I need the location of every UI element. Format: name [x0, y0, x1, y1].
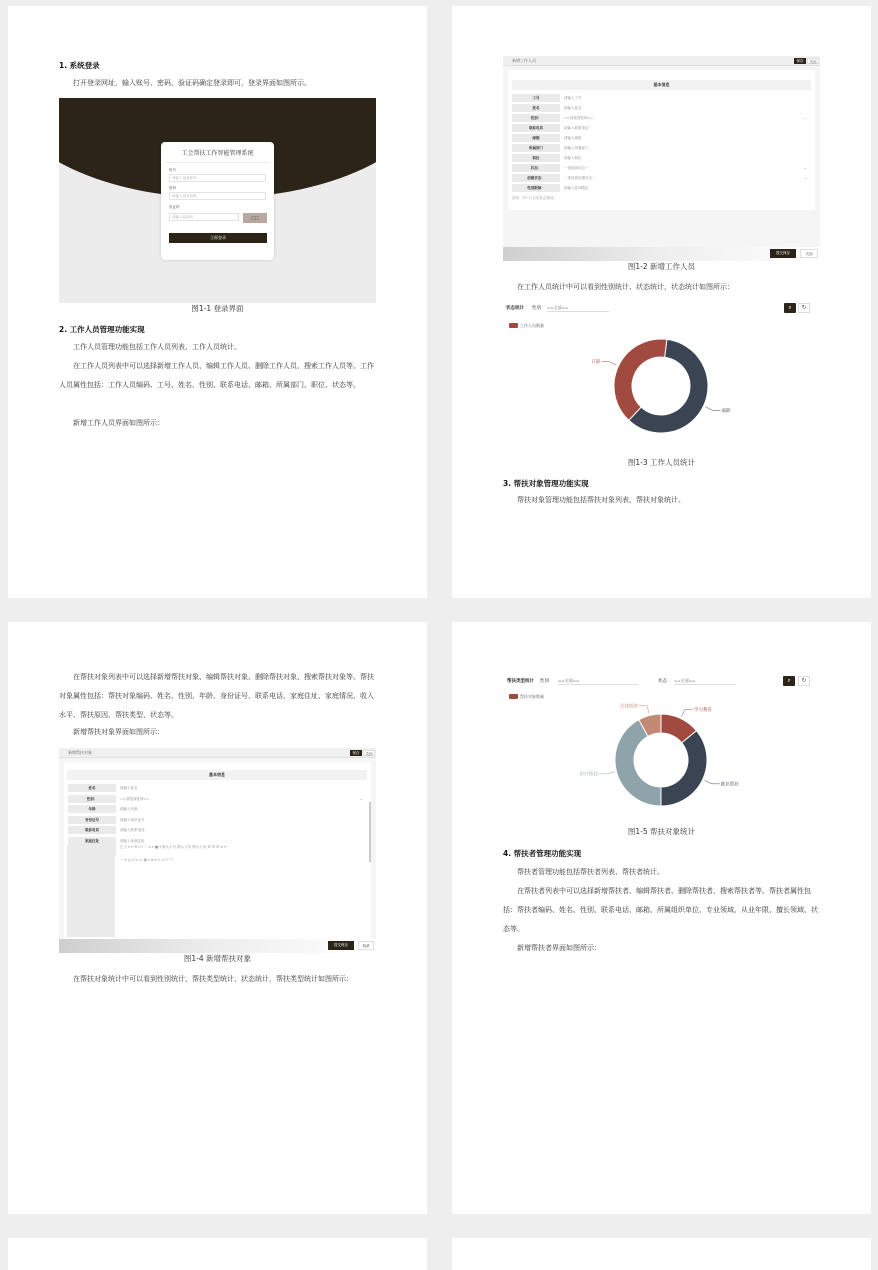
chart-tool-label: 帮扶类型统计	[507, 679, 534, 684]
figure-caption: 图1-3 工作人员统计	[627, 458, 696, 467]
password-input[interactable]: 请输入登录密码	[169, 192, 266, 200]
field-input[interactable]: 请输入姓名	[120, 786, 138, 790]
figure-caption: 图1-2 新增工作人员	[627, 262, 696, 271]
label-column	[67, 845, 115, 937]
form-row	[68, 826, 367, 835]
paragraph: 在工作人员列表中可以选择新增工作人员、编辑工作人员、删除工作人员、搜索工作人员等。工作人员属性包括：工作人员编码、工号、姓名、性别、联系电话、邮箱、所属部门、职位、状态等。	[59, 362, 374, 389]
label-leader-line	[704, 780, 719, 783]
label-leader-line	[681, 709, 692, 716]
captcha-label: 验证码	[169, 205, 180, 209]
login-title: 工会帮扶工作智能管理系统	[181, 150, 254, 157]
slice-label: 学习教育	[693, 707, 712, 713]
search-icon[interactable]: ⌕	[783, 676, 795, 686]
form-card	[508, 70, 815, 210]
field-label: 性别限制：	[512, 184, 560, 192]
figure-caption: 图1-4 新增帮扶对象	[183, 954, 252, 963]
chart-tool-label: 状态统计	[506, 306, 524, 311]
status-select[interactable]: ==全部==	[674, 678, 736, 685]
document-page-4	[452, 622, 871, 1214]
document-page-5	[8, 1238, 427, 1270]
save-button[interactable]: 保存	[794, 58, 806, 64]
filter-label: 状态：	[658, 679, 672, 684]
form-row	[512, 134, 811, 143]
field-label: 联系电话	[512, 124, 560, 132]
heading-system-login: 1. 系统登录	[59, 61, 100, 70]
paragraph: 在帮扶对象统计中可以看到性别统计、帮扶类型统计、状态统计，帮扶类型统计如图所示：	[73, 975, 353, 983]
login-box	[161, 142, 274, 260]
form-row	[512, 174, 811, 183]
form-row	[68, 816, 367, 825]
field-input[interactable]: 请输入工号	[564, 96, 582, 100]
close-button[interactable]: 关闭	[363, 750, 375, 756]
chevron-down-icon[interactable]: ⌄	[803, 175, 807, 180]
captcha-image[interactable]: □□	[243, 213, 267, 223]
field-label: 姓名	[68, 784, 116, 792]
form-row	[512, 164, 811, 173]
field-input[interactable]: 请输入年龄	[120, 807, 138, 811]
form-row	[512, 144, 811, 153]
form-footer	[503, 247, 820, 261]
form-row	[512, 94, 811, 103]
captcha-input[interactable]: 请输入验证码	[169, 213, 239, 221]
staff-status-donut-chart	[452, 306, 871, 456]
field-input[interactable]: 一请选择状态一	[564, 166, 589, 170]
paragraph: 工作人员管理功能包括工作人员列表、工作人员统计。	[73, 343, 241, 351]
field-input[interactable]: ==请选择性别==	[564, 116, 594, 120]
field-label: 工号	[512, 94, 560, 102]
form-row	[68, 805, 367, 814]
gender-select[interactable]: ==全部==	[558, 678, 638, 685]
form-row	[512, 104, 811, 113]
paragraph: 帮扶对象管理功能包括帮扶对象列表、帮扶对象统计。	[517, 496, 685, 504]
field-input[interactable]: 请输入家庭住址	[120, 838, 145, 843]
legend-label: 帮扶对象数量	[520, 694, 544, 699]
chevron-down-icon[interactable]: ⌄	[803, 165, 807, 170]
refresh-icon[interactable]: ↻	[798, 676, 810, 686]
refresh-icon[interactable]: ↻	[798, 303, 810, 313]
field-input[interactable]: 请输入职位	[564, 156, 582, 160]
label-leader-line	[599, 772, 615, 774]
document-page-3	[8, 622, 427, 1214]
add-staff-screenshot	[503, 56, 820, 261]
login-screenshot	[59, 98, 376, 303]
field-label: 邮箱	[512, 134, 560, 142]
cancel-button[interactable]: 关闭	[800, 249, 818, 258]
field-input[interactable]: 请输入联系电话	[120, 828, 145, 832]
field-label: 年龄	[68, 805, 116, 813]
form-row	[512, 124, 811, 133]
add-beneficiary-screenshot	[59, 748, 376, 953]
field-label: 姓名	[512, 104, 560, 112]
window-bar	[503, 56, 820, 66]
field-input[interactable]: 一请选择创建状态一	[564, 176, 596, 180]
field-label: 职位	[512, 154, 560, 162]
field-label: 身份证号	[68, 816, 116, 824]
paragraph: 新增帮扶对象界面如图所示：	[73, 728, 164, 736]
user-label: 账号	[169, 168, 176, 172]
filter-label: 性别：	[532, 306, 546, 311]
paragraph: 新增工作人员界面如图所示：	[73, 419, 164, 427]
slice-label: 在职	[591, 360, 601, 366]
pie-slice[interactable]	[614, 339, 667, 420]
slice-label: 医疗帮扶	[579, 772, 598, 778]
field-label: 状态：	[512, 164, 560, 172]
field-label: 创建状态：	[512, 174, 560, 182]
submit-button[interactable]: 提交保存	[770, 249, 796, 258]
chevron-down-icon[interactable]: ⌄	[803, 115, 807, 120]
paragraph: 在帮扶者列表中可以选择新增帮扶者、编辑帮扶者、删除帮扶者、搜索帮扶者等。帮扶者属性包括：帮扶者编码、姓名、性别、联系电话、邮箱、所属组织单位、专业领域、从业年限、擅长领域、状态等。	[503, 887, 818, 933]
beneficiary-type-donut-chart	[452, 692, 871, 832]
field-label: 性别：	[68, 795, 116, 803]
field-input[interactable]: 请输入姓名	[564, 106, 582, 110]
divider	[165, 162, 270, 163]
scrollbar[interactable]	[369, 802, 371, 862]
form-row	[512, 184, 811, 193]
form-row	[68, 795, 367, 804]
username-input[interactable]: 请输入登录账号	[169, 174, 266, 182]
field-label: 所属部门	[512, 144, 560, 152]
form-row	[68, 784, 367, 793]
chevron-down-icon[interactable]: ⌄	[359, 795, 363, 801]
gender-select[interactable]: ==全部==	[547, 305, 609, 312]
form-row	[512, 154, 811, 163]
heading-helper-management: 4. 帮扶者管理功能实现	[503, 849, 582, 858]
field-input[interactable]: 请输入身份证号	[120, 817, 145, 822]
editor-toolbar[interactable]: ⋯ ▾ ☺ ▾ ⊘ ▭ ▦ ▾ ⊞ ▾ ↔ ⊡ ↶ ↷	[120, 858, 173, 862]
document-page-6	[452, 1238, 871, 1270]
form-footer	[59, 939, 376, 953]
field-input[interactable]: ==请选择性别==	[120, 796, 150, 801]
label-leader-line	[705, 407, 720, 410]
field-input[interactable]: 请输入性别限定	[564, 186, 589, 190]
field-label: 家庭住址	[68, 837, 116, 845]
field-label: 联系电话	[68, 826, 116, 834]
window-title: 新增工作人员	[512, 58, 536, 63]
editor-toolbar[interactable]: 正文 ▾ H B U I ··· A ▾ ■ ▾ 默认字号 默认字体 默认行高 ☰ ☰ ☰ ≡ ▾	[120, 845, 227, 849]
field-input[interactable]: 请输入联系电话	[564, 126, 589, 130]
section-header: 基本信息	[512, 80, 811, 90]
document-page-2	[452, 6, 871, 598]
save-button[interactable]: 保存	[350, 750, 362, 756]
pie-slice[interactable]	[661, 731, 707, 806]
heading-beneficiary-management: 3. 帮扶对象管理功能实现	[503, 479, 589, 488]
paragraph: 帮扶者管理功能包括帮扶者列表、帮扶者统计。	[517, 868, 664, 876]
figure-caption: 图1-1 登录界面	[191, 304, 244, 313]
close-button[interactable]: 关闭	[807, 58, 819, 64]
field-input[interactable]: 请输入邮箱	[564, 136, 582, 140]
paragraph: 新增帮扶者界面如图所示：	[517, 944, 601, 952]
paragraph: 打开登录网址，输入账号、密码、验证码确定登录即可，登录界面如图所示。	[73, 79, 311, 87]
password-label: 密码	[169, 186, 176, 190]
field-label: 性别：	[512, 114, 560, 122]
section-header: 基本信息	[67, 770, 367, 780]
login-button[interactable]: 立即登录	[169, 233, 267, 243]
filter-label: 性别：	[540, 679, 554, 684]
field-input[interactable]: 请输入所属部门	[564, 146, 589, 150]
search-icon[interactable]: ⌕	[784, 303, 796, 313]
cancel-button[interactable]: 取消	[358, 941, 374, 950]
paragraph: 在工作人员统计中可以看到性别统计、状态统计，状态统计如图所示：	[517, 283, 734, 291]
submit-button[interactable]: 提交保存	[328, 941, 354, 950]
label-leader-line	[639, 706, 649, 714]
heading-staff-management: 2. 工作人员管理功能实现	[59, 325, 145, 334]
form-row	[512, 114, 811, 123]
window-title: 新增帮扶对象	[68, 750, 92, 755]
document-page-1	[8, 6, 427, 598]
window-bar	[59, 748, 376, 758]
paragraph: 在帮扶对象列表中可以选择新增帮扶对象、编辑帮扶对象、删除帮扶对象、搜索帮扶对象等。帮扶对象属性包括：帮扶对象编码、姓名、性别、年龄、身份证号、联系电话、家庭住址、家庭情况、收入水平、帮扶原因、帮扶类型、状态等。	[59, 673, 374, 719]
slice-label: 离职	[721, 408, 731, 414]
label-leader-line	[601, 362, 616, 365]
form-card	[64, 762, 371, 939]
slice-label: 法律援助	[620, 704, 639, 710]
form-note: 说明：共* 行总信息必填项。	[512, 196, 557, 200]
slice-label: 就业帮扶	[720, 782, 739, 788]
figure-caption: 图1-5 帮扶对象统计	[627, 827, 696, 836]
legend-label: 工作人员数量	[520, 323, 544, 328]
